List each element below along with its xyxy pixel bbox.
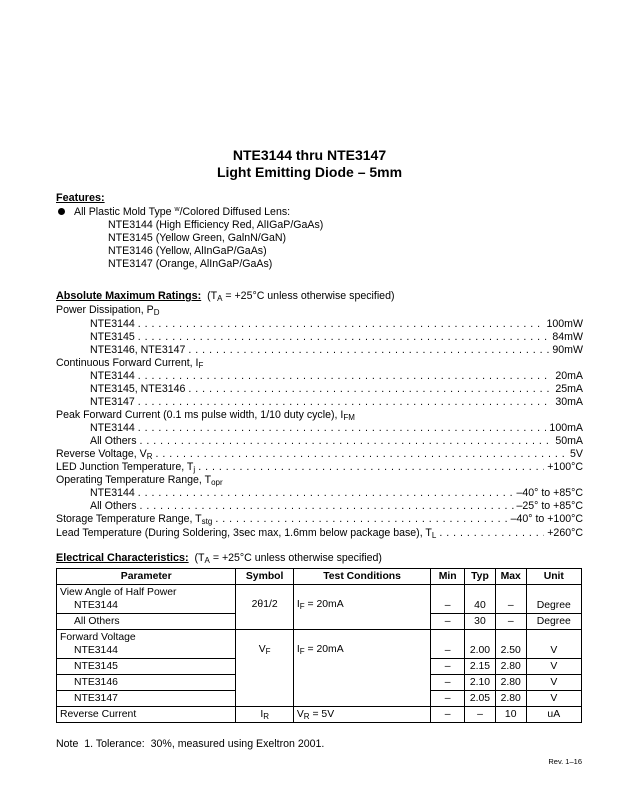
min-cell: – bbox=[431, 691, 465, 707]
abs-cond-sub: A bbox=[217, 294, 223, 303]
abs-cond: (T bbox=[207, 290, 218, 302]
unit-cell: V bbox=[526, 659, 581, 675]
ifm-row: NTE3144 . . . 100mA bbox=[90, 422, 583, 435]
max-cell: – bbox=[495, 585, 526, 614]
pd-label: Power Dissipation, $P_D$ bbox=[56, 304, 160, 317]
if-row: NTE3145, NTE3146 . . . 25mA bbox=[90, 383, 583, 396]
max-cell: 2.80 bbox=[495, 691, 526, 707]
footnote: Note 1. Tolerance: 30%, measured using Exeltron 2001. bbox=[56, 738, 325, 750]
unit-cell: V bbox=[526, 691, 581, 707]
table-row bbox=[57, 707, 582, 723]
column-header: Max bbox=[495, 569, 526, 585]
feature-item: NTE3146 (Yellow, AlInGaP/GaAs) bbox=[108, 245, 267, 257]
feature-text: All Plastic Mold Type bbox=[74, 206, 175, 218]
pd-row: NTE3146, NTE3147 . . . 90mW bbox=[90, 344, 583, 357]
param-cell: NTE3147 bbox=[57, 691, 236, 707]
tj-row: LED Junction Temperature, $T_j$ . . . +100°C bbox=[56, 461, 583, 474]
param-cell: Forward Voltage NTE3144 bbox=[57, 630, 236, 659]
typ-cell: 2.15 bbox=[465, 659, 496, 675]
ifm-label: Peak Forward Current (0.1 ms pulse width, 1/10 duty cycle), $I_{FM}$ bbox=[56, 409, 355, 422]
abs-heading: Absolute Maximum Ratings: bbox=[56, 290, 202, 302]
elec-heading-line: Electrical Characteristics: ($T_A = +25^\circ C$ unless otherwise specified) bbox=[56, 552, 382, 565]
max-cell: 2.50 bbox=[495, 630, 526, 659]
min-cell: – bbox=[431, 675, 465, 691]
max-cell: – bbox=[495, 614, 526, 630]
typ-cell: 2.05 bbox=[465, 691, 496, 707]
min-cell: – bbox=[431, 614, 465, 630]
ifm-row: All Others . . . 50mA bbox=[90, 435, 583, 448]
param-cell: View Angle of Half Power NTE3144 bbox=[57, 585, 236, 614]
typ-cell: 2.10 bbox=[465, 675, 496, 691]
feature-item: NTE3145 (Yellow Green, GalnN/GaN) bbox=[108, 232, 287, 244]
unit-cell: Degree bbox=[526, 614, 581, 630]
typ-cell: 2.00 bbox=[465, 630, 496, 659]
if-label: Continuous Forward Current, $I_F$ bbox=[56, 357, 204, 370]
page-subtitle: Light Emitting Diode – 5mm bbox=[216, 164, 403, 180]
elec-heading: Electrical Characteristics: bbox=[56, 552, 189, 564]
feature-text-post: /Colored Diffused Lens: bbox=[179, 206, 291, 218]
if-row: NTE3147 . . . 30mA bbox=[90, 396, 583, 409]
max-cell: 2.80 bbox=[495, 659, 526, 675]
page-title: NTE3144 thru NTE3147 bbox=[232, 147, 387, 163]
column-header: Unit bbox=[526, 569, 581, 585]
vr-row: Reverse Voltage, $V_R$ . . . 5V bbox=[56, 448, 583, 461]
features-bullet-line bbox=[58, 206, 290, 219]
abs-heading-line bbox=[56, 290, 394, 303]
symbol-cell: 2θ1/2 bbox=[236, 585, 293, 630]
table-row bbox=[57, 585, 582, 614]
column-header: Test Conditions bbox=[293, 569, 430, 585]
tl-row: Lead Temperature (During Soldering, 3sec max, 1.6mm below package base), $T_L$ . . . +260°C bbox=[56, 527, 583, 540]
table-header-row bbox=[57, 569, 582, 585]
column-header: Symbol bbox=[236, 569, 293, 585]
tstg-row: Storage Temperature Range, $T_{stg}$ . . . –40° to +100°C bbox=[56, 513, 583, 526]
features-heading: Features: bbox=[56, 192, 105, 204]
symbol-cell: $I_R$ bbox=[236, 707, 293, 723]
column-header: Parameter bbox=[57, 569, 236, 585]
param-cell: All Others bbox=[57, 614, 236, 630]
table-row bbox=[57, 630, 582, 659]
param-cell: NTE3146 bbox=[57, 675, 236, 691]
column-header: Typ bbox=[465, 569, 496, 585]
feature-item: NTE3147 (Orange, AlInGaP/GaAs) bbox=[108, 258, 273, 270]
condition-cell: $I_F = 20mA$ bbox=[293, 630, 430, 707]
max-cell: 2.80 bbox=[495, 675, 526, 691]
column-header: Min bbox=[431, 569, 465, 585]
electrical-characteristics-table bbox=[56, 568, 582, 723]
unit-cell: V bbox=[526, 675, 581, 691]
symbol-cell: $V_F$ bbox=[236, 630, 293, 707]
unit-cell: V bbox=[526, 630, 581, 659]
condition-cell: $I_F = 20mA$ bbox=[293, 585, 430, 630]
feature-sup: w bbox=[174, 206, 180, 213]
typ-cell: 40 bbox=[465, 585, 496, 614]
min-cell: – bbox=[431, 707, 465, 723]
topr-row: All Others . . . –25° to +85°C bbox=[90, 500, 583, 513]
feature-item: NTE3144 (High Efficiency Red, AlIGaP/GaAs) bbox=[108, 219, 324, 231]
bullet-icon bbox=[58, 208, 65, 215]
revision-label: Rev. 1–16 bbox=[548, 757, 582, 766]
min-cell: – bbox=[431, 659, 465, 675]
abs-cond-post: = +25°C unless otherwise specified) bbox=[222, 290, 395, 302]
pd-row: NTE3145 . . . 84mW bbox=[90, 331, 583, 344]
max-cell: 10 bbox=[495, 707, 526, 723]
param-cell: NTE3145 bbox=[57, 659, 236, 675]
min-cell: – bbox=[431, 630, 465, 659]
min-cell: – bbox=[431, 585, 465, 614]
topr-row: NTE3144 . . . –40° to +85°C bbox=[90, 487, 583, 500]
topr-label: Operating Temperature Range, $T_{opr}$ bbox=[56, 474, 223, 487]
typ-cell: – bbox=[465, 707, 496, 723]
if-row: NTE3144 . . . 20mA bbox=[90, 370, 583, 383]
condition-cell: $V_R = 5V$ bbox=[293, 707, 430, 723]
pd-row: NTE3144 . . . 100mW bbox=[90, 318, 583, 331]
param-cell: Reverse Current bbox=[57, 707, 236, 723]
unit-cell: Degree bbox=[526, 585, 581, 614]
typ-cell: 30 bbox=[465, 614, 496, 630]
unit-cell: uA bbox=[526, 707, 581, 723]
